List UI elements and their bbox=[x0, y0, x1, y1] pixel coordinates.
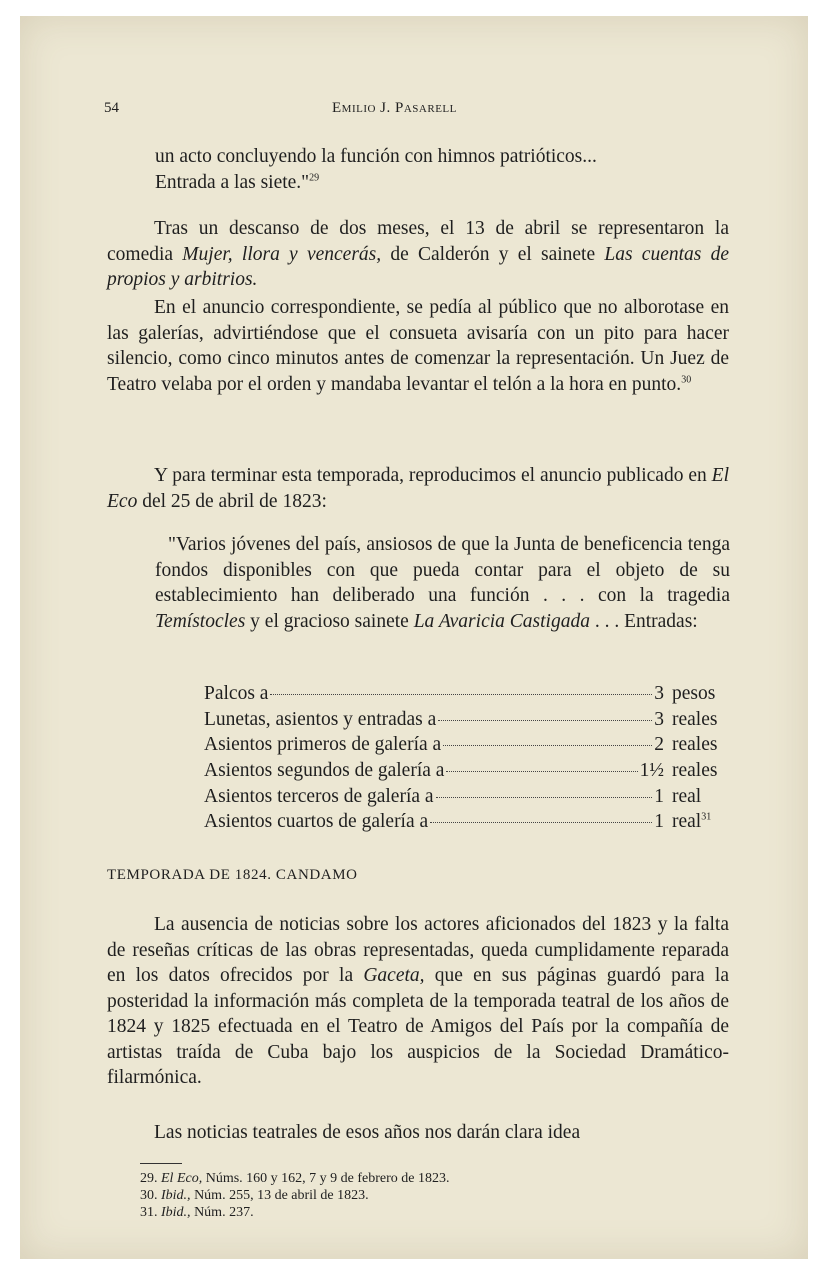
price-row: Lunetas, asientos y entradas a 3 reales bbox=[204, 708, 718, 730]
footnote-ref-30: 30 bbox=[681, 374, 692, 385]
footnote-29: 29. El Eco, Núms. 160 y 162, 7 y 9 de febrero de 1823. bbox=[140, 1171, 450, 1186]
footnote-31: 31. Ibid., Núm. 237. bbox=[140, 1205, 254, 1220]
price-row: Asientos cuartos de galería a 1 real$^{31}$ bbox=[204, 811, 712, 833]
opening-quote-line1: un acto concluyendo la función con himnos patrióticos... bbox=[155, 146, 597, 167]
price-row: Asientos terceros de galería a 1 real bbox=[204, 785, 702, 807]
advert-quote: "Varios jóvenes del país, ansiosos de que la Junta de beneficencia tenga fondos disponibles con que pueda contar para el objeto de su establecimiento han deliberado una función . . . con la tragedia Temístocles y el gracioso sainete La Avaricia Castigada . . . Entradas: bbox=[155, 534, 730, 632]
footnote-ref-29: 29 bbox=[309, 172, 320, 183]
work-title: La Avaricia Castigada bbox=[413, 610, 590, 632]
price-row: Asientos segundos de galería a 1½ reales bbox=[204, 760, 718, 782]
paragraph-3: Y para terminar esta temporada, reproducimos el anuncio publicado en El Eco del 25 de abril de 1823: bbox=[107, 465, 729, 512]
newspaper-title: Gaceta, bbox=[363, 965, 425, 986]
footnotes bbox=[140, 1170, 450, 1221]
running-title: Emilio J. Pasarell bbox=[332, 100, 457, 116]
price-row: Asientos primeros de galería a 2 reales bbox=[204, 734, 718, 756]
newspaper-title: El Eco bbox=[107, 465, 729, 512]
work-title: Temístocles bbox=[155, 610, 246, 632]
paragraph-1: Tras un descanso de dos meses, el 13 de abril se representaron la comedia Mujer, llora y vencerás, de Calderón y el sainete Las cuentas de propios y arbitrios. bbox=[107, 218, 729, 290]
work-title: Mujer, llora y vencerás, bbox=[182, 243, 382, 265]
footnote-30: 30. Ibid., Núm. 255, 13 de abril de 1823. bbox=[140, 1188, 369, 1203]
work-title: Las cuentas de propios y arbitrios. bbox=[107, 243, 729, 290]
paragraph-2: En el anuncio correspondiente, se pedía al público que no alborotase en las galerías, advirtiéndose que el consueta avisaría con un pito para hacer silencio, como cinco minutos antes de comenzar la representación. Un Juez de Teatro velaba por el orden y mandaba levantar el telón a la hora en punto.$^{30}$ bbox=[107, 297, 729, 395]
price-row: Palcos a 3 pesos bbox=[204, 683, 716, 704]
paragraph-5: Las noticias teatrales de esos años nos darán clara idea bbox=[154, 1122, 581, 1143]
opening-quote-line2: Entrada a las siete."$^{29}$ bbox=[155, 171, 320, 193]
footnote-divider bbox=[140, 1163, 182, 1164]
footnote-ref-31: 31 bbox=[701, 811, 712, 823]
opening-quote bbox=[155, 144, 730, 195]
price-list bbox=[204, 681, 734, 835]
page-number: 54 bbox=[104, 100, 119, 116]
paragraph-4: La ausencia de noticias sobre los actores aficionados del 1823 y la falta de reseñas críticas de las obras representadas, queda cumplidamente reparada en los datos ofrecidos por la Gaceta, que en sus páginas guardó para la posteridad la información más completa de la temporada teatral de los años de 1824 y 1825 efectuada en el Teatro de Amigos del País por la compañía de artistas traída de Cuba bajo los auspicios de la Sociedad Dramático-filarmónica. bbox=[107, 914, 729, 1088]
section-heading: TEMPORADA DE 1824. CANDAMO bbox=[107, 867, 358, 883]
